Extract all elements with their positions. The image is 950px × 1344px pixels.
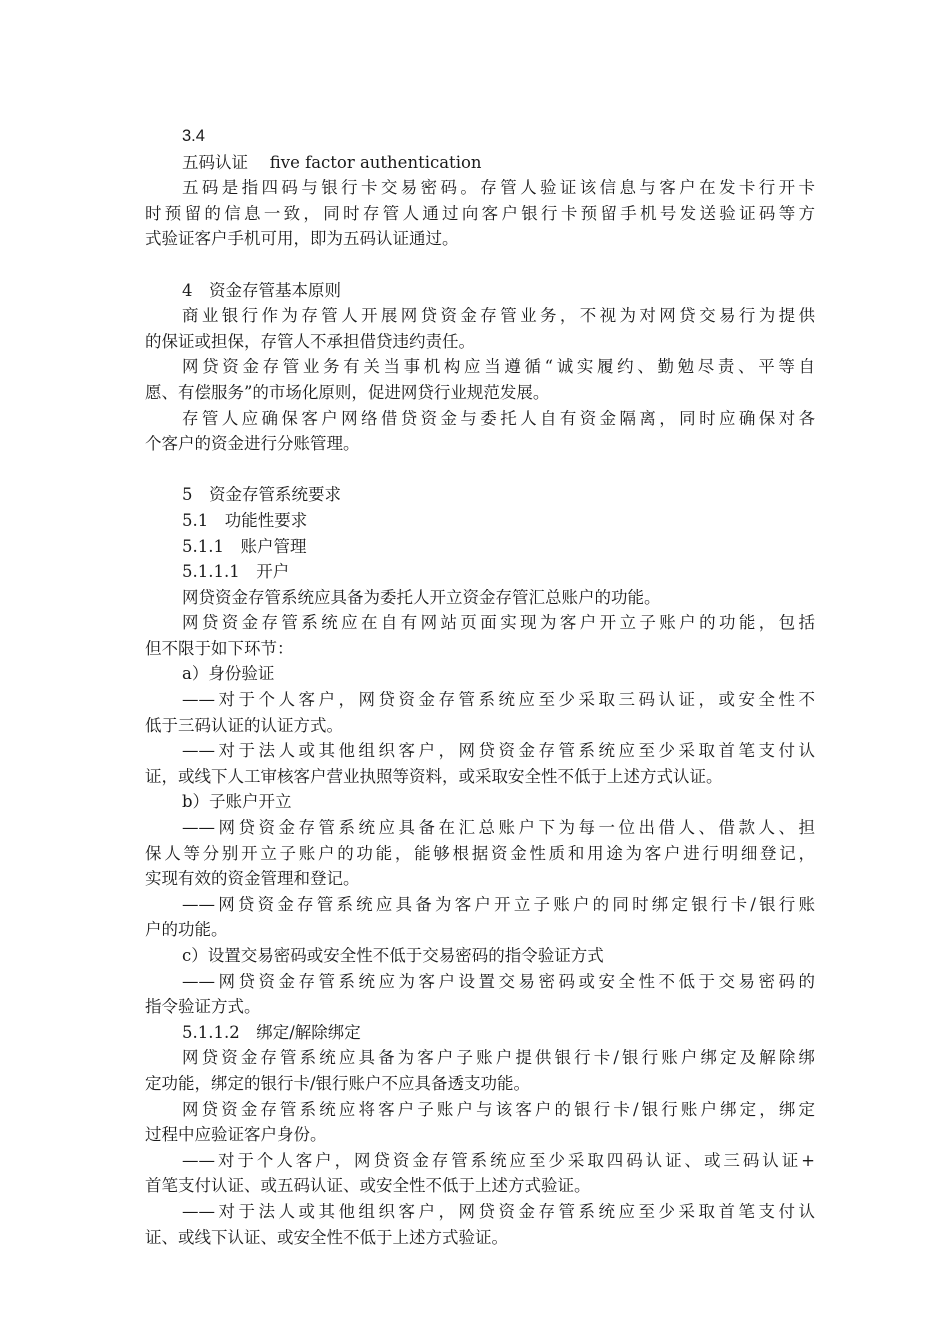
paragraph-line: ——网贷资金存管系统应为客户设置交易密码或安全性不低于交易密码的 bbox=[182, 971, 815, 991]
document-body bbox=[145, 124, 815, 1250]
paragraph-line: 低于三码认证的认证方式。 bbox=[145, 715, 343, 735]
paragraph-line: 实现有效的资金管理和登记。 bbox=[145, 869, 360, 889]
paragraph-line: 网贷资金存管业务有关当事机构应当遵循“诚实履约、勤勉尽责、平等自 bbox=[182, 357, 815, 377]
paragraph-line: 商业银行作为存管人开展网贷资金存管业务，不视为对网贷交易行为提供 bbox=[182, 306, 815, 326]
paragraph-line: 过程中应验证客户身份。 bbox=[145, 1125, 327, 1145]
paragraph-line: 时预留的信息一致，同时存管人通过向客户银行卡预留手机号发送验证码等方 bbox=[145, 203, 815, 223]
paragraph-line: 指令验证方式。 bbox=[145, 997, 261, 1017]
list-label: c）设置交易密码或安全性不低于交易密码的指令验证方式 bbox=[182, 946, 604, 965]
subsection-heading: 5.1.1.2 绑定/解除绑定 bbox=[182, 1022, 361, 1042]
paragraph-line: 证，或线下人工审核客户营业执照等资料，或采取安全性不低于上述方式认证。 bbox=[145, 766, 723, 786]
spacer bbox=[145, 457, 815, 483]
paragraph-line: 愿、有偿服务”的市场化原则，促进网贷行业规范发展。 bbox=[145, 382, 550, 402]
paragraph-line: 保人等分别开立子账户的功能，能够根据资金性质和用途为客户进行明细登记， bbox=[145, 843, 815, 863]
paragraph-line: ——网贷资金存管系统应具备为客户开立子账户的同时绑定银行卡/银行账 bbox=[182, 894, 815, 914]
paragraph-line: 五码是指四码与银行卡交易密码。存管人验证该信息与客户在发卡行开卡 bbox=[182, 178, 815, 198]
list-label: b）子账户开立 bbox=[182, 792, 292, 812]
paragraph-line: 网贷资金存管系统应具备为委托人开立资金存管汇总账户的功能。 bbox=[182, 587, 661, 607]
paragraph-line: 网贷资金存管系统应在自有网站页面实现为客户开立子账户的功能，包括 bbox=[182, 613, 815, 633]
subsection-heading: 5.1.1.1 开户 bbox=[182, 562, 290, 582]
paragraph-line: 个客户的资金进行分账管理。 bbox=[145, 434, 360, 454]
list-label: a）身份验证 bbox=[182, 664, 275, 684]
paragraph-line: 户的功能。 bbox=[145, 920, 228, 940]
section-number: 3.4 bbox=[182, 127, 205, 145]
paragraph-line: ——网贷资金存管系统应具备在汇总账户下为每一位出借人、借款人、担 bbox=[182, 818, 815, 838]
paragraph-line: 定功能，绑定的银行卡/银行账户不应具备透支功能。 bbox=[145, 1073, 531, 1093]
section-heading: 五码认证 five factor authentication bbox=[182, 152, 482, 172]
subsection-heading: 5.1.1 账户管理 bbox=[182, 536, 307, 556]
subsection-heading: 5.1 功能性要求 bbox=[182, 510, 308, 530]
paragraph-line: ——对于法人或其他组织客户，网贷资金存管系统应至少采取首笔支付认 bbox=[182, 741, 815, 761]
section-heading: 4 资金存管基本原则 bbox=[182, 280, 341, 300]
paragraph-line: 网贷资金存管系统应将客户子账户与该客户的银行卡/银行账户绑定，绑定 bbox=[182, 1099, 815, 1119]
paragraph-line: ——对于法人或其他组织客户，网贷资金存管系统应至少采取首笔支付认 bbox=[182, 1201, 815, 1221]
paragraph-line: 证、或线下认证、或安全性不低于上述方式验证。 bbox=[145, 1227, 508, 1247]
paragraph-line: 式验证客户手机可用，即为五码认证通过。 bbox=[145, 229, 459, 249]
section-heading: 5 资金存管系统要求 bbox=[182, 485, 341, 505]
paragraph-line: 的保证或担保，存管人不承担借贷违约责任。 bbox=[145, 331, 475, 351]
paragraph-line: 网贷资金存管系统应具备为客户子账户提供银行卡/银行账户绑定及解除绑 bbox=[182, 1048, 815, 1068]
spacer bbox=[145, 252, 815, 278]
paragraph-line: ——对于个人客户，网贷资金存管系统应至少采取三码认证，或安全性不 bbox=[182, 690, 815, 710]
paragraph-line: 首笔支付认证、或五码认证、或安全性不低于上述方式验证。 bbox=[145, 1176, 591, 1196]
paragraph-line: 但不限于如下环节： bbox=[145, 638, 294, 658]
paragraph-line: 存管人应确保客户网络借贷资金与委托人自有资金隔离，同时应确保对各 bbox=[182, 408, 815, 428]
paragraph-line: ——对于个人客户，网贷资金存管系统应至少采取四码认证、或三码认证+ bbox=[182, 1150, 815, 1170]
